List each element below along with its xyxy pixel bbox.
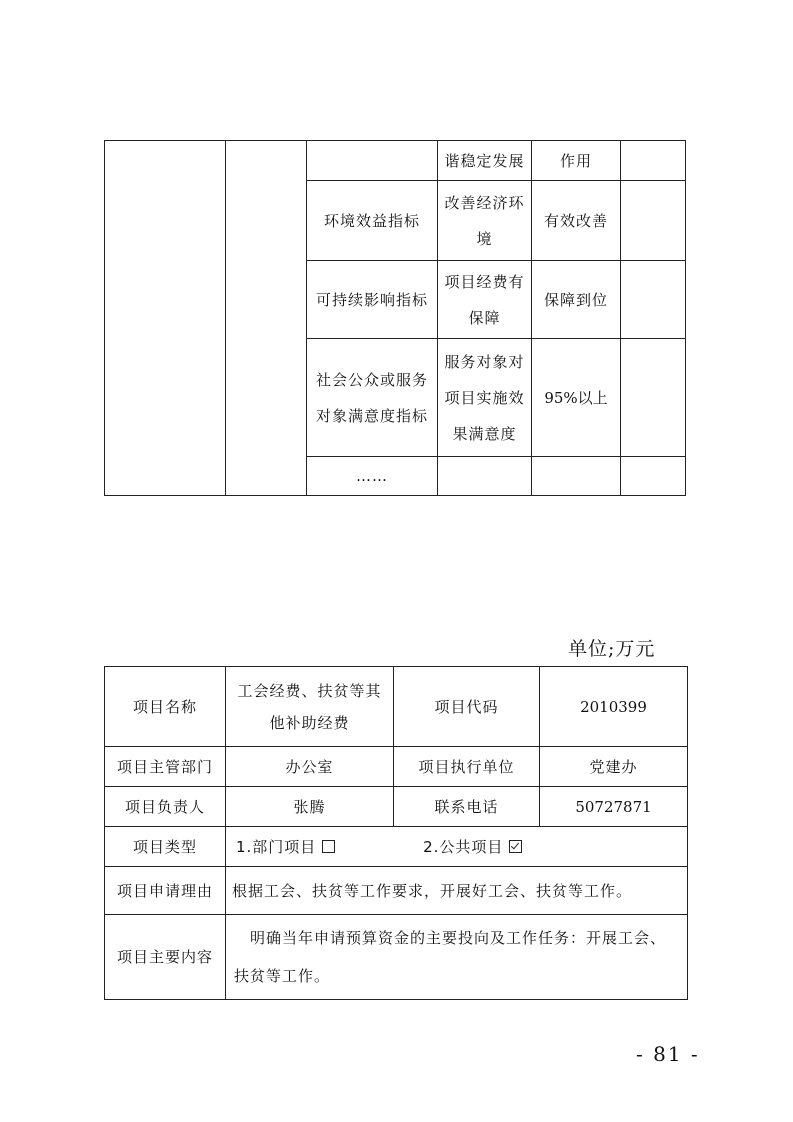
project-owner-label: 项目负责人 (105, 787, 226, 827)
indicator-extra-cell (621, 457, 686, 496)
project-info-table (104, 666, 688, 1000)
indicator-extra-cell (621, 261, 686, 339)
indicator-extra-cell (621, 141, 686, 181)
indicator-extra-cell (621, 181, 686, 261)
main-content-label: 项目主要内容 (105, 915, 226, 1000)
performance-indicator-table (104, 140, 686, 496)
indicator-content-cell: 改善经济环境 (438, 181, 532, 261)
indicator-target-cell: 作用 (532, 141, 621, 181)
type-option-dept[interactable] (236, 831, 335, 863)
indicator-target-cell: 有效改善 (532, 181, 621, 261)
main-content-text: 明确当年申请预算资金的主要投向及工作任务：开展工会、扶贫等工作。 (234, 929, 667, 985)
application-reason-label: 项目申请理由 (105, 867, 226, 915)
indicator-extra-cell (621, 339, 686, 457)
unit-label: 单位;万元 (568, 638, 656, 660)
indicator-cell: …… (307, 457, 438, 496)
type-option-public[interactable] (423, 831, 522, 863)
page-number: - 81 - (636, 1042, 700, 1066)
indicator-content-cell (438, 457, 532, 496)
project-code-value: 2010399 (540, 667, 688, 747)
checked-box-icon[interactable] (509, 840, 522, 853)
executing-unit-label: 项目执行单位 (394, 747, 540, 787)
main-content-value (226, 915, 688, 1000)
unchecked-box-icon[interactable] (322, 840, 335, 853)
project-name-value: 工会经费、扶贫等其他补助经费 (226, 667, 394, 747)
indicator-content-cell: 谐稳定发展 (438, 141, 532, 181)
managing-dept-value: 办公室 (226, 747, 394, 787)
indicator-content-cell: 项目经费有保障 (438, 261, 532, 339)
indicator-target-cell: 95%以上 (532, 339, 621, 457)
indicator-cell (307, 141, 438, 181)
indicator-cell: 可持续影响指标 (307, 261, 438, 339)
phone-label: 联系电话 (394, 787, 540, 827)
application-reason-value: 根据工会、扶贫等工作要求，开展好工会、扶贫等工作。 (226, 867, 688, 915)
indicator-target-cell (532, 457, 621, 496)
phone-value: 50727871 (540, 787, 688, 827)
project-type-options (226, 827, 688, 867)
project-type-label: 项目类型 (105, 827, 226, 867)
level1-indicator-cell (105, 141, 226, 496)
managing-dept-label: 项目主管部门 (105, 747, 226, 787)
indicator-target-cell: 保障到位 (532, 261, 621, 339)
indicator-cell: 社会公众或服务对象满意度指标 (307, 339, 438, 457)
executing-unit-value: 党建办 (540, 747, 688, 787)
project-name-label: 项目名称 (105, 667, 226, 747)
level2-indicator-cell (226, 141, 307, 496)
project-code-label: 项目代码 (394, 667, 540, 747)
indicator-cell: 环境效益指标 (307, 181, 438, 261)
project-owner-value: 张腾 (226, 787, 394, 827)
indicator-content-cell: 服务对象对项目实施效果满意度 (438, 339, 532, 457)
type-option-public-label: 2.公共项目 (423, 837, 504, 856)
type-option-dept-label: 1.部门项目 (236, 837, 317, 856)
